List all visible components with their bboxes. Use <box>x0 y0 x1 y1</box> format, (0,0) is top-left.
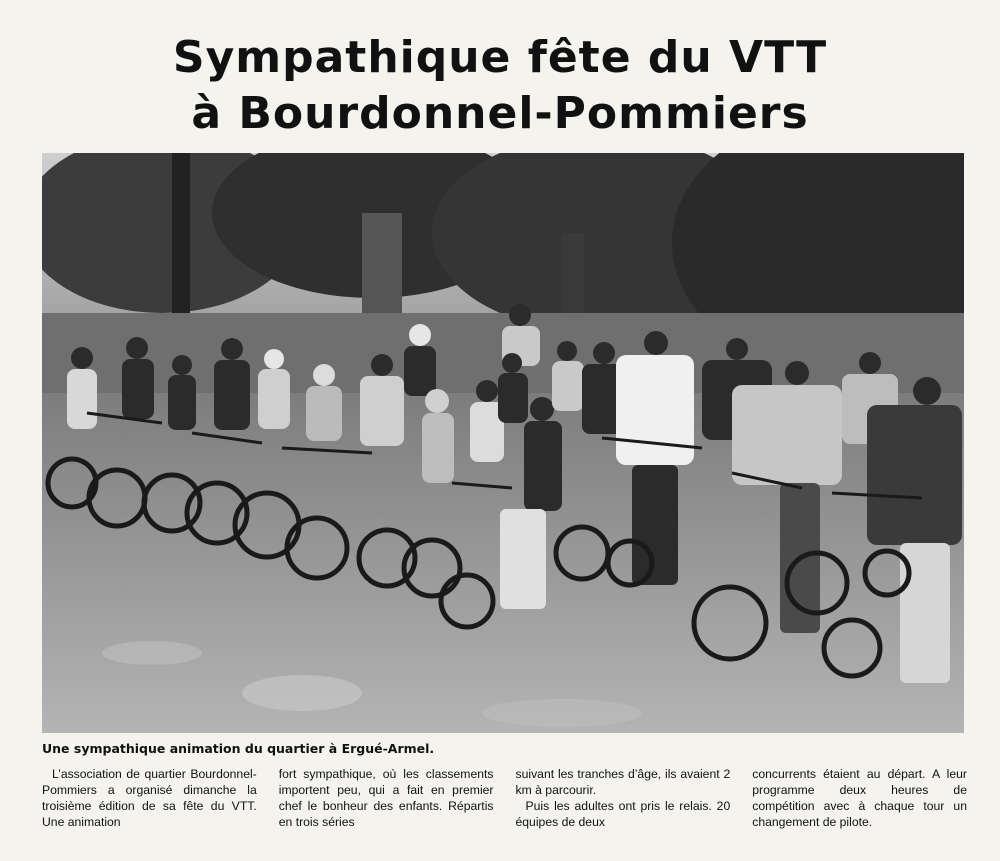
paragraph: L’association de quartier Bourdonnel-Pommiers a organisé dimanche la troisième édition de sa fête du VTT. Une animation <box>42 767 257 829</box>
article-column-1 <box>42 766 257 836</box>
article-body <box>42 766 967 836</box>
photo-caption: Une sympathique animation du quartier à Ergué-Armel. <box>42 741 435 756</box>
article-headline <box>40 30 960 142</box>
article-column-4 <box>752 766 967 836</box>
headline-line-2: à Bourdonnel-Pommiers <box>191 88 809 139</box>
paragraph: fort sympathique, où les classements importent peu, qui a fait en premier chef le bonheur des enfants. Répartis en trois séries <box>278 767 494 829</box>
article-column-3 <box>516 766 731 836</box>
paragraph: Puis les adultes ont pris le relais. 20 équipes de deux <box>515 799 731 829</box>
article-photo <box>42 153 964 733</box>
headline-line-1: Sympathique fête du VTT <box>172 32 828 83</box>
article-column-2 <box>279 766 494 836</box>
paragraph: concurrents étaient au départ. A leur programme deux heures de compétition avec à chaque tour un changement de pilote. <box>752 767 967 829</box>
group-photo-illustration <box>42 153 964 733</box>
paragraph: suivant les tranches d’âge, ils avaient 2 km à parcourir. <box>515 767 731 797</box>
